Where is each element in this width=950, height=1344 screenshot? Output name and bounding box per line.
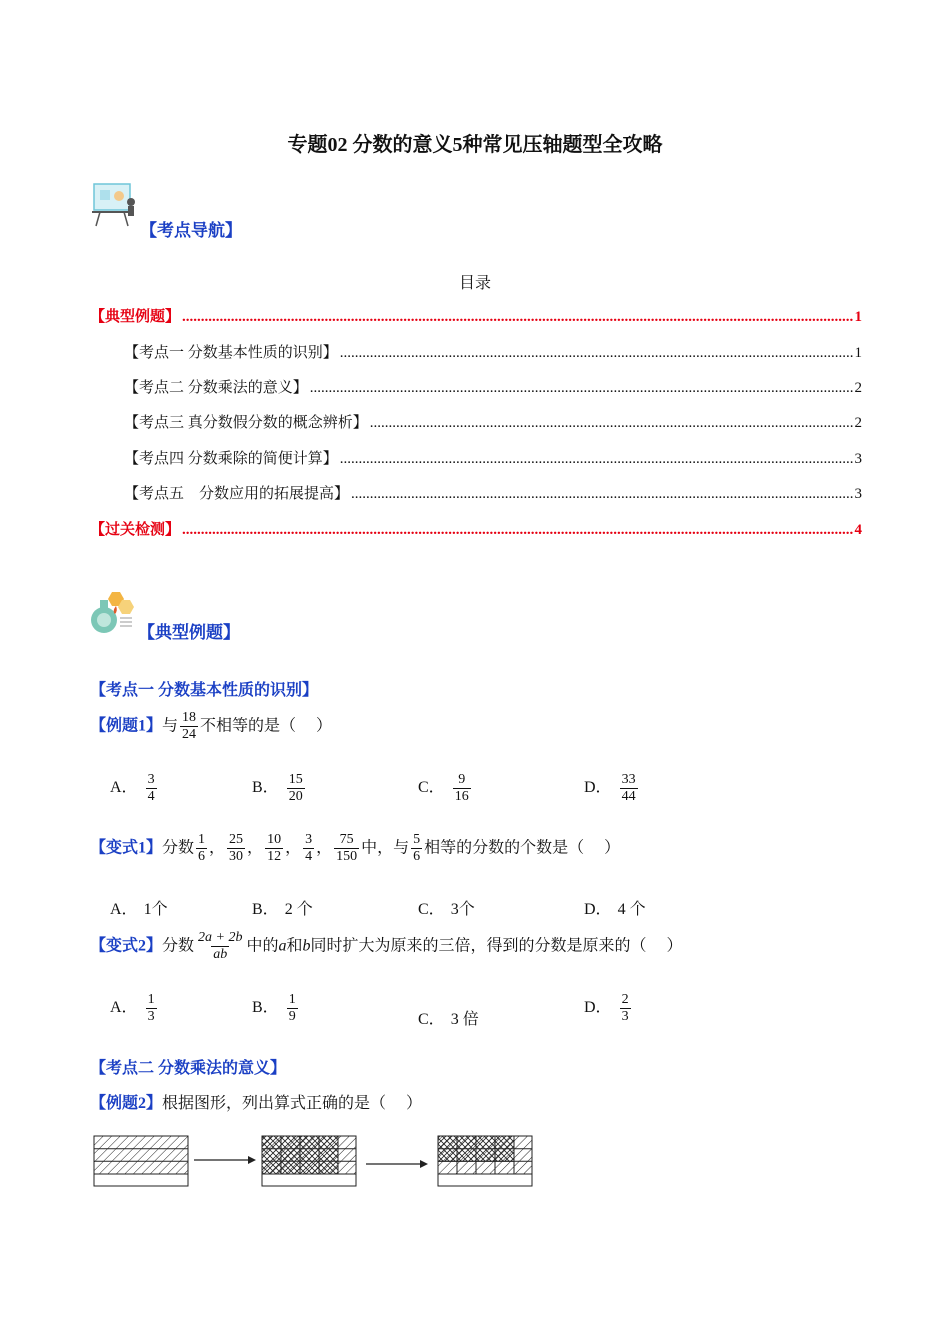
toc-entry-page: 1 (854, 309, 862, 325)
variant1-option-c[interactable] (418, 896, 475, 919)
teacher-board-icon (90, 180, 138, 228)
numerator: 5 (413, 832, 421, 847)
example1-fraction (180, 710, 198, 743)
fraction (265, 832, 283, 865)
arrow-2 (366, 1160, 428, 1168)
diagram-figure-1 (94, 1136, 188, 1186)
option-text: 3 倍 (450, 1011, 479, 1028)
option-text: 1个 (143, 901, 168, 918)
numerator: 75 (339, 832, 354, 847)
toc-leader (310, 380, 853, 397)
toc-entry-label: 【考点四 分数乘除的简便计算】 (124, 451, 338, 467)
option-letter: A． (110, 999, 138, 1017)
option-letter: B． (252, 901, 279, 918)
denominator: 16 (454, 789, 469, 805)
numerator: 1 (288, 992, 296, 1007)
example1-question (90, 710, 332, 743)
numerator: 15 (288, 772, 303, 787)
option-letter: A． (110, 901, 138, 918)
variant1-option-a[interactable] (110, 896, 168, 919)
toc-leader (182, 309, 852, 326)
variant1-pre: 分数 (162, 839, 195, 857)
variant1-option-b[interactable] (252, 896, 313, 919)
numerator: 1 (198, 832, 206, 847)
flask-icon (86, 588, 134, 636)
diagram-figure-3 (438, 1136, 532, 1186)
toc-entry-typical[interactable] (90, 305, 862, 326)
denominator: 24 (182, 727, 197, 743)
option-letter: D． (584, 901, 612, 918)
kp1-title: 【考点一 分数基本性质的识别】 (90, 682, 319, 699)
toc-leader (351, 486, 852, 503)
toc-entry-page: 2 (854, 415, 862, 431)
fraction-diagram (90, 1132, 540, 1192)
numerator: 3 (305, 832, 313, 847)
example2-label: 【例题2】 (90, 1095, 163, 1112)
fraction (303, 832, 314, 865)
toc-entry-label: 【考点五 分数应用的拓展提高】 (124, 486, 350, 502)
toc-entry-label: 【过关检测】 (90, 522, 181, 538)
toc-entry-kp2[interactable] (124, 376, 862, 397)
denominator: 150 (336, 849, 358, 865)
example1-pre: 与 (162, 717, 179, 735)
variant2-pre: 分数 (162, 937, 195, 955)
toc-entry-page: 3 (854, 451, 862, 467)
example1-option-d[interactable] (584, 772, 640, 805)
denominator: 6 (413, 849, 421, 865)
variant1-option-d[interactable] (584, 896, 646, 919)
toc-entry-label: 【典型例题】 (90, 309, 181, 325)
variant2-post: 同时扩大为原来的三倍，得到的分数是原来的（ ） (310, 937, 683, 955)
option-text: 3个 (450, 901, 475, 918)
option-letter: C． (418, 779, 445, 797)
toc-entry-kp5[interactable] (124, 482, 862, 503)
fraction (196, 832, 207, 865)
example1-option-a[interactable] (110, 772, 159, 805)
toc-entry-label: 【考点一 分数基本性质的识别】 (124, 345, 338, 361)
variable-b: b (302, 937, 311, 955)
numerator: 25 (229, 832, 244, 847)
numerator: 33 (621, 772, 636, 787)
option-letter: C． (418, 1011, 445, 1028)
variant2-option-b[interactable] (252, 992, 300, 1025)
denominator: 6 (198, 849, 206, 865)
variant2-label: 【变式2】 (90, 937, 163, 955)
arrow-1 (194, 1156, 256, 1164)
option-letter: B． (252, 779, 279, 797)
variant2-option-a[interactable] (110, 992, 159, 1025)
variant1-mid: 中，与 (361, 839, 410, 857)
denominator: 20 (288, 789, 303, 805)
target-fraction (411, 832, 422, 865)
denominator: ab (213, 947, 228, 963)
example1-label: 【例题1】 (90, 717, 163, 735)
example2-question (90, 1090, 422, 1113)
option-letter: D． (584, 779, 612, 797)
numerator: 18 (182, 710, 197, 725)
variant2-and: 和 (286, 937, 303, 955)
numerator: 2a + 2b (198, 930, 243, 945)
nav-header: 【考点导航】 (140, 221, 242, 240)
toc-entry-check[interactable] (90, 518, 862, 539)
toc-entry-kp1[interactable] (124, 341, 862, 362)
denominator: 3 (621, 1009, 629, 1025)
kp2-title: 【考点二 分数乘法的意义】 (90, 1060, 287, 1077)
option-letter: D． (584, 999, 612, 1017)
separator: ， (285, 839, 302, 857)
example2-text: 根据图形，列出算式正确的是（ ） (162, 1095, 423, 1112)
separator: ， (209, 839, 226, 857)
toc-entry-page: 3 (854, 486, 862, 502)
variant1-post: 相等的分数的个数是（ ） (424, 839, 621, 857)
toc-leader (182, 522, 852, 539)
toc-leader (340, 345, 853, 362)
denominator: 30 (229, 849, 244, 865)
diagram-figure-2 (262, 1136, 356, 1186)
toc-entry-page: 1 (854, 345, 862, 361)
toc-entry-page: 2 (854, 380, 862, 396)
toc-title: 目录 (458, 275, 491, 292)
example1-post: 不相等的是（ ） (200, 717, 333, 735)
toc-entry-page: 4 (854, 522, 862, 538)
option-text: 4 个 (617, 901, 646, 918)
numerator: 3 (147, 772, 155, 787)
example1-option-c[interactable] (418, 772, 473, 805)
toc-entry-kp3[interactable] (124, 411, 862, 432)
variant2-option-d[interactable] (584, 992, 633, 1025)
example1-option-b[interactable] (252, 772, 307, 805)
document-title: 专题02 分数的意义5种常见压轴题型全攻略 (287, 134, 663, 156)
toc-leader (340, 451, 853, 468)
denominator: 3 (147, 1009, 155, 1025)
numerator: 10 (267, 832, 282, 847)
fraction (334, 832, 359, 865)
denominator: 4 (305, 849, 313, 865)
fraction (227, 832, 245, 865)
option-letter: C． (418, 901, 445, 918)
variant2-option-c[interactable] (418, 1006, 479, 1029)
denominator: 44 (621, 789, 636, 805)
denominator: 9 (288, 1009, 296, 1025)
denominator: 4 (147, 789, 155, 805)
toc-leader (370, 415, 853, 432)
option-letter: B． (252, 999, 279, 1017)
numerator: 2 (621, 992, 629, 1007)
separator: ， (316, 839, 333, 857)
numerator: 9 (458, 772, 466, 787)
option-letter: A． (110, 779, 138, 797)
variant2-question (90, 930, 683, 963)
toc-entry-label: 【考点二 分数乘法的意义】 (124, 380, 308, 396)
option-text: 2 个 (284, 901, 313, 918)
variant1-label: 【变式1】 (90, 839, 163, 857)
examples-header: 【典型例题】 (138, 623, 240, 642)
numerator: 1 (147, 992, 155, 1007)
separator: ， (247, 839, 264, 857)
toc-entry-kp4[interactable] (124, 447, 862, 468)
denominator: 12 (267, 849, 282, 865)
variant1-question (90, 832, 620, 865)
variant2-fraction (196, 930, 244, 963)
toc-entry-label: 【考点三 真分数假分数的概念辨析】 (124, 415, 368, 431)
variable-a: a (278, 937, 287, 955)
variant2-text: 中的 (246, 937, 279, 955)
